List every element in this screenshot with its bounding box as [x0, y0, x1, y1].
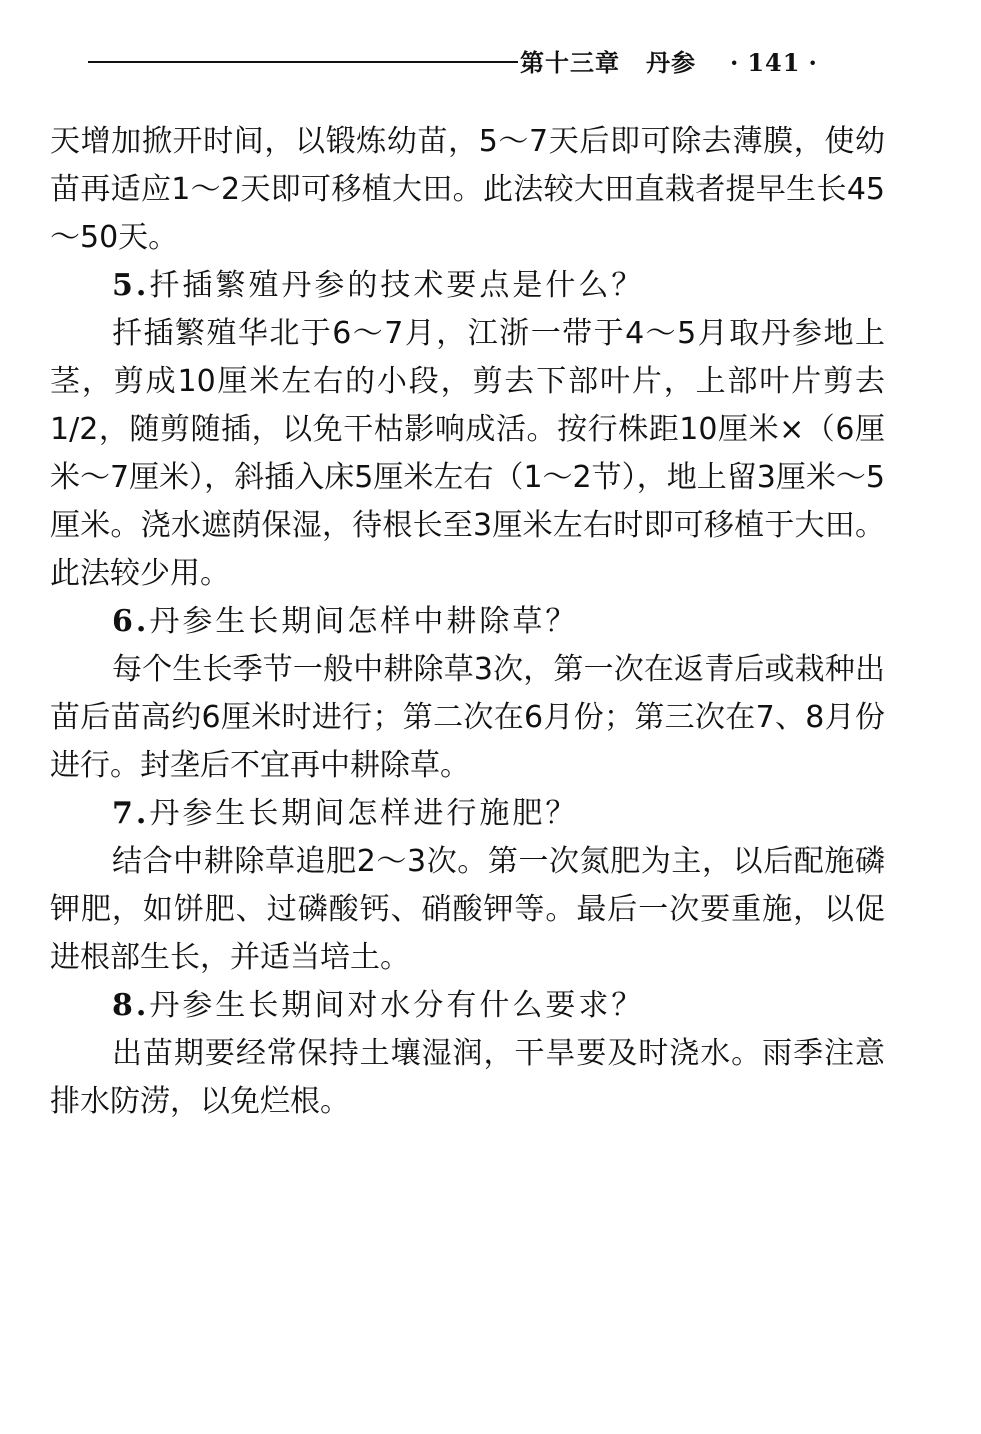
question-heading-6 [50, 598, 885, 646]
page-number: 141 [747, 48, 801, 77]
chapter-title: 丹参 [646, 48, 696, 77]
page-header [88, 46, 848, 82]
question-text: 扦插繁殖丹参的技术要点是什么？ [149, 268, 645, 303]
question-heading-8 [50, 982, 885, 1030]
question-text: 丹参生长期间怎样进行施肥？ [149, 796, 579, 831]
answer-paragraph-8: 出苗期要经常保持土壤湿润，干旱要及时浇水。雨季注意排水防涝，以免烂根。 [50, 1036, 885, 1119]
question-text: 丹参生长期间怎样中耕除草？ [149, 604, 579, 639]
question-number: 6. [112, 604, 150, 639]
question-number: 5. [112, 268, 150, 303]
page-body [50, 118, 885, 1126]
chapter-label: 第十三章 [520, 48, 620, 77]
running-head: 第十三章 丹参 · 141 · [520, 48, 818, 77]
question-text: 丹参生长期间对水分有什么要求？ [149, 988, 645, 1023]
question-heading-5 [50, 262, 885, 310]
question-number: 7. [112, 796, 150, 831]
question-number: 8. [112, 988, 150, 1023]
question-heading-7 [50, 790, 885, 838]
answer-paragraph-6: 每个生长季节一般中耕除草3次，第一次在返青后或栽种出苗后苗高约6厘米时进行；第二次在6月份；第三次在7、8月份进行。封垄后不宜再中耕除草。 [50, 652, 885, 783]
answer-paragraph-7: 结合中耕除草追肥2～3次。第一次氮肥为主，以后配施磷钾肥，如饼肥、过磷酸钙、硝酸钾等。最后一次要重施，以促进根部生长，并适当培土。 [50, 844, 885, 975]
answer-paragraph-5: 扦插繁殖华北于6～7月，江浙一带于4～5月取丹参地上茎，剪成10厘米左右的小段，剪去下部叶片，上部叶片剪去1/2，随剪随插，以免干枯影响成活。按行株距10厘米×（6厘米～7厘米），斜插入床5厘米左右（1～2节），地上留3厘米～5厘米。浇水遮荫保湿，待根长至3厘米左右时即可移植于大田。此法较少用。 [50, 316, 885, 591]
paragraph-continued: 天增加掀开时间，以锻炼幼苗，5～7天后即可除去薄膜，使幼苗再适应1～2天即可移植大田。此法较大田直栽者提早生长45～50天。 [50, 124, 885, 255]
header-rule [88, 61, 518, 63]
